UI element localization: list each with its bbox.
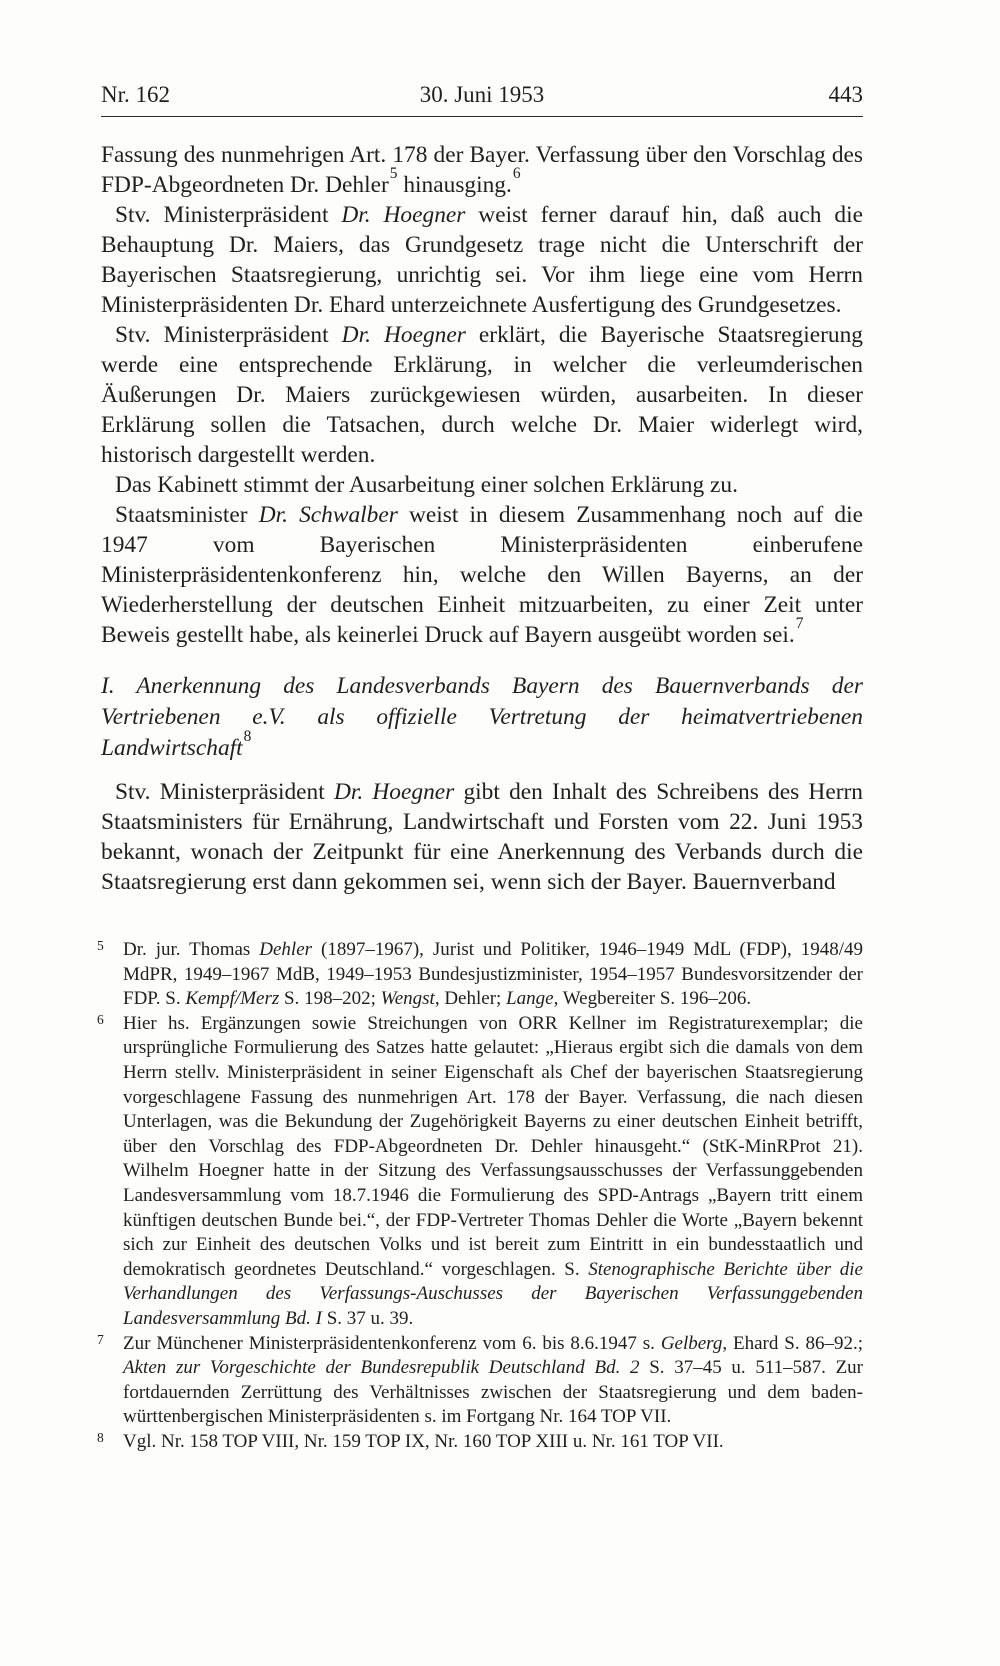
paragraph-hoegner-statement-2 xyxy=(101,320,863,470)
footnote-number: 6 xyxy=(97,1011,104,1027)
text-run: hinausging. xyxy=(397,172,512,198)
emphasis-text: Dr. Hoegner xyxy=(341,202,466,228)
emphasis-text: Dr. Hoegner xyxy=(333,779,455,805)
main-text xyxy=(101,140,863,897)
footnote-ref: 6 xyxy=(512,164,521,182)
page-number: 443 xyxy=(828,82,864,107)
emphasis-text: Dr. Hoegner xyxy=(341,322,466,348)
text-run: , Ehard S. 86–92.; xyxy=(722,1332,863,1354)
paragraph-continuation xyxy=(101,140,863,200)
footnote-number: 5 xyxy=(97,938,104,953)
text-run: Zur Münchener Ministerpräsidentenkonferenz vom 6. bis 8.6.1947 s. xyxy=(123,1332,661,1354)
page-content xyxy=(97,0,864,1454)
text-run: (1897–1967), Jurist und Politiker, 1946–1949 MdL (FDP), 1948/49 MdPR, 1949–1967 MdB, 1949–1953 Bundesjustizminister, 1954–1957 Bundesvorsitzender der FDP. S. xyxy=(123,939,863,1010)
emphasis-text: Gelberg xyxy=(660,1332,723,1354)
emphasis-text: Stenographische Berichte über die Verhandlungen des Verfassungs-Auschusses der Bayerischen Verfassunggebenden Landesversammlung Bd. I xyxy=(123,1258,863,1329)
text-run: , Dehler; xyxy=(434,988,507,1010)
text-run: weist in diesem Zusammenhang noch auf die 1947 vom Bayerischen Ministerpräsidenten einberufene Ministerpräsidentenkonferenz hin, welche den Willen Bayerns, an der Wiederherstellung der deutschen Einheit mitzuarbeiten, zu einer Zeit unter Beweis gestellt habe, als keinerlei Druck auf Bayern ausgeübt worden sei. xyxy=(101,502,863,648)
footnote-text xyxy=(123,1431,724,1452)
footnote-text xyxy=(123,1013,863,1329)
header-rule xyxy=(101,116,863,117)
paragraph-hoegner-statement-1 xyxy=(101,200,863,320)
text-run: weist ferner darauf hin, daß auch die Behauptung Dr. Maiers, das Grundgesetz trage nicht die Unterschrift der Bayerischen Staatsregierung, unrichtig sei. Vor ihm liege eine vom Herrn Ministerpräsidenten Dr. Ehard unterzeichnete Ausfertigung des Grundgesetzes. xyxy=(101,202,863,318)
header-date: 30. Juni 1953 xyxy=(419,82,545,107)
text-run: Stv. Ministerpräsident xyxy=(115,322,342,348)
footnote-text xyxy=(123,1333,863,1428)
text-run: S. 37 u. 39. xyxy=(321,1307,414,1329)
paragraph-kabinett-decision xyxy=(101,470,863,500)
footnotes-section xyxy=(97,938,864,1454)
text-run: Stv. Ministerpräsident xyxy=(115,779,334,805)
text-run: Staatsminister xyxy=(115,502,259,528)
text-run: Vgl. Nr. 158 TOP VIII, Nr. 159 TOP IX, Nr. 160 TOP XIII u. Nr. 161 TOP VII. xyxy=(123,1430,724,1452)
footnote-ref: 8 xyxy=(243,727,252,745)
page-header xyxy=(101,82,863,108)
emphasis-text: Dehler xyxy=(259,939,313,960)
footnote-7 xyxy=(97,1331,864,1430)
footnote-5 xyxy=(97,938,863,1012)
text-run: S. 37–45 u. 511–587. Zur fortdauernden Zerrüttung des Verhältnisses zwischen der Staatsregierung und dem baden-württenbergischen Ministerpräsidenten s. im Fortgang Nr. 164 TOP VII. xyxy=(123,1357,864,1428)
doc-number: Nr. 162 xyxy=(101,82,170,107)
text-run: S. 198–202; xyxy=(279,988,381,1010)
footnote-ref: 5 xyxy=(389,164,398,182)
footnote-6 xyxy=(97,1011,863,1332)
text-run: Dr. jur. Thomas xyxy=(123,939,260,960)
text-run: Fassung des nunmehrigen Art. 178 der Bayer. Verfassung über den Vorschlag des FDP-Abgeordneten Dr. Dehler xyxy=(101,142,863,198)
footnote-number: 7 xyxy=(97,1331,104,1347)
emphasis-text: I. Anerkennung des Landesverbands Bayern des Bauernverbands der Vertriebenen e.V. als offizielle Vertretung der heimatvertriebenen Landwirtschaft xyxy=(101,673,863,761)
footnote-ref: 7 xyxy=(795,614,804,632)
text-run: Stv. Ministerpräsident xyxy=(115,202,342,228)
text-run: Hier hs. Ergänzungen sowie Streichungen von ORR Kellner im Registraturexemplar; die ursprüngliche Formulierung des Satzes hatte gelautet: „Hieraus ergibt sich die damals von dem Herrn stellv. Ministerpräsident in seiner Eigenschaft als Chef der bayerischen Staatsregierung vorgeschlagene Fassung des nunmehrigen Art. 178 der Bayer. Verfassung, die nach diesen Unterlagen, was die Bekundung der Zugehörigkeit Bayerns zu einer deutschen Einheit betrifft, über den Vorschlag des FDP-Abgeordneten Dr. Dehler hinausgeht.“ (StK-MinRProt 21). Wilhelm Hoegner hatte in der Sitzung des Verfassungsausschusses der Verfassunggebenden Landesversammlung vom 18.7.1946 die Formulierung des SPD-Antrags „Bayern tritt einem künftigen deutschen Bunde bei.“, der FDP-Vertreter Thomas Dehler die Worte „Bayern bekennt sich zur Einheit des deutschen Volks und ist bereit zum Eintritt in ein bundesstaatlich und demokratisch geordnetes Deutschland.“ vorgeschlagen. S. xyxy=(123,1012,863,1280)
text-run: Das Kabinett stimmt der Ausarbeitung einer solchen Erklärung zu. xyxy=(115,472,738,498)
emphasis-text: Dr. Schwalber xyxy=(258,502,398,528)
text-run: gibt den Inhalt des Schreibens des Herrn Staatsministers für Ernährung, Landwirtschaft und Forsten vom 22. Juni 1953 bekannt, wonach der Zeitpunkt für eine Anerkennung des Verbands durch die Staatsregierung erst dann gekommen sei, wenn sich der Bayer. Bauernverband xyxy=(101,779,863,895)
footnote-text xyxy=(123,939,863,1009)
paragraph-hoegner-statement-3 xyxy=(101,777,863,897)
emphasis-text: Akten zur Vorgeschichte der Bundesrepublik Deutschland Bd. 2 xyxy=(123,1357,640,1379)
emphasis-text: Wengst xyxy=(380,988,435,1010)
text-run: erklärt, die Bayerische Staatsregierung werde eine entsprechende Erklärung, in welcher die verleumderischen Äußerungen Dr. Maiers zurückgewiesen würden, ausarbeiten. In dieser Erklärung sollen die Tatsachen, durch welche Dr. Maier widerlegt wird, historisch dargestellt werden. xyxy=(101,322,863,468)
section-heading xyxy=(101,671,863,764)
footnote-number: 8 xyxy=(97,1429,104,1445)
emphasis-text: Kempf/Merz xyxy=(185,988,280,1010)
paragraph-schwalber-statement xyxy=(101,500,863,650)
footnote-8 xyxy=(97,1429,863,1455)
text-run: , Wegbereiter S. 196–206. xyxy=(553,988,752,1010)
emphasis-text: Lange xyxy=(506,988,554,1010)
